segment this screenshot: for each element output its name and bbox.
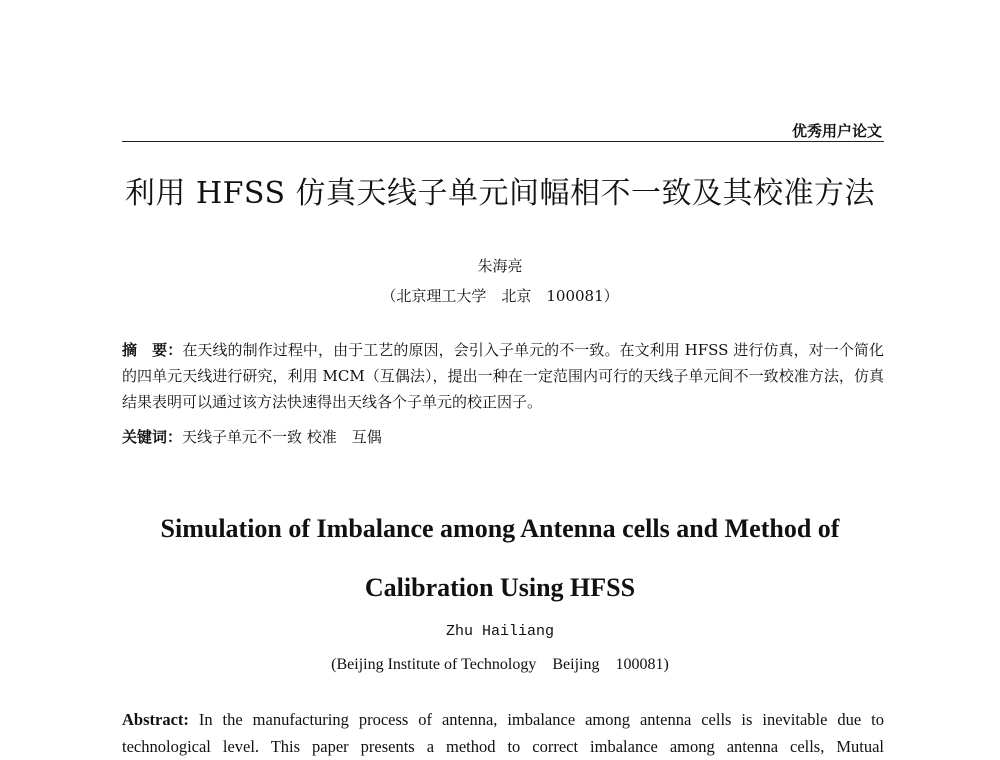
english-author: Zhu Hailiang [445, 623, 555, 640]
header-rule [122, 141, 884, 142]
english-abstract-text: In the manufacturing process of antenna, imbalance among antenna cells is inevitable due to technological level. This paper presents a method to correct imbalance among antenna cells, Mutual [122, 710, 884, 756]
english-abstract-label: Abstract: [122, 710, 189, 729]
english-affiliation: (Beijing Institute of Technology Beijing 100081) [331, 656, 669, 673]
chinese-keywords-label: 关键词： [122, 428, 183, 446]
english-abstract [122, 706, 884, 760]
chinese-abstract-text: 在天线的制作过程中，由于工艺的原因，会引入子单元的不一致。在文利用 HFSS 进行仿真，对一个简化的四单元天线进行研究，利用 MCM（互偶法），提出一种在一定范围内可行的天线子单元间不一致校准方法，仿真结果表明可以通过该方法快速得出天线各个子单元的校正因子。 [122, 341, 884, 411]
chinese-abstract-label: 摘 要： [122, 341, 183, 359]
chinese-abstract [122, 337, 884, 415]
english-title-line2: Calibration Using HFSS [364, 573, 636, 602]
chinese-affiliation: （北京理工大学 北京 100081） [381, 287, 619, 305]
chinese-title: 利用 HFSS 仿真天线子单元间幅相不一致及其校准方法 [124, 176, 876, 211]
chinese-author: 朱海亮 [477, 257, 523, 275]
chinese-keywords-text: 天线子单元不一致 校准 互偶 [182, 428, 382, 446]
chinese-keywords [122, 426, 382, 447]
header-tag: 优秀用户论文 [791, 122, 882, 140]
english-title-line1: Simulation of Imbalance among Antenna cells and Method of [160, 514, 840, 543]
